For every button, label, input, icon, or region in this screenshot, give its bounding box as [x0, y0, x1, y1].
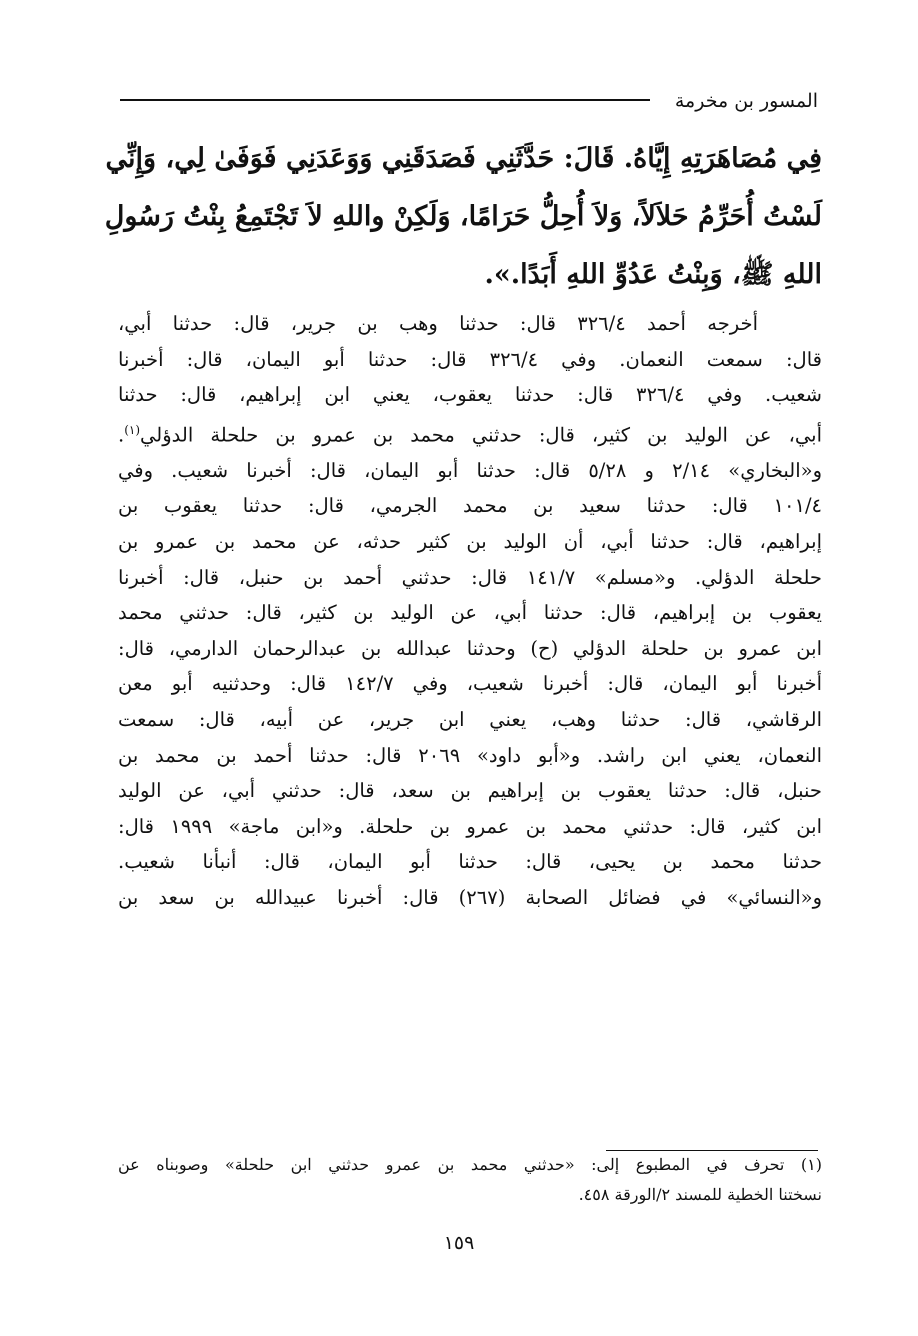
hadith-line: لَسْتُ أُحَرِّمُ حَلاَلاً، وَلاَ أُحِلُّ حَرَامًا، وَلَكِنْ واللهِ لاَ تَجْتَمِعُ بِنْتُ رَسُولِ: [104, 201, 822, 232]
page-number: ١٥٩: [443, 1232, 475, 1254]
body-line: قال: سمعت النعمان. وفي ٣٢٦/٤ قال: حدثنا أبو اليمان، قال: أخبرنا: [118, 347, 822, 371]
body-line-text: أبي، عن الوليد بن كثير، قال: حدثني محمد بن عمرو بن حلحلة الدؤلي: [140, 423, 822, 447]
takhrij-text: [118, 306, 822, 916]
body-line: ١٠١/٤ قال: حدثنا سعيد بن محمد الجرمي، قال: حدثنا يعقوب بن: [118, 494, 822, 518]
body-line: أخرجه أحمد ٣٢٦/٤ قال: حدثنا وهب بن جرير، قال: حدثنا أبي،: [118, 312, 758, 335]
body-line: حنبل، قال: حدثنا يعقوب بن إبراهيم بن سعد، قال: حدثني أبي، عن الوليد: [118, 779, 822, 803]
hadith-line: فِي مُصَاهَرَتِهِ إِيَّاهُ. قَالَ: حَدَّثَنِي فَصَدَقَنِي وَوَعَدَنِي فَوَفَىٰ لِي، وَإِنِّي: [105, 143, 822, 174]
footnote-line: (١) تحرف في المطبوع إلى: «حدثني محمد بن عمرو حدثني ابن حلحلة» وصوبناه عن: [118, 1155, 823, 1174]
body-line: الرقاشي، قال: حدثنا وهب، يعني ابن جرير، عن أبيه، قال: سمعت: [118, 708, 822, 732]
body-line: ابن عمرو بن حلحلة الدؤلي (ح) وحدثنا عبدالله بن عبدالرحمان الدارمي، قال:: [118, 636, 822, 660]
body-line: شعيب. وفي ٣٢٦/٤ قال: حدثنا يعقوب، يعني ابن إبراهيم، قال: حدثنا: [118, 383, 822, 407]
body-line: النعمان، يعني ابن راشد. و«أبو داود» ٢٠٦٩ قال: حدثنا أحمد بن محمد بن: [118, 743, 822, 767]
body-line: أخبرنا أبو اليمان، قال: أخبرنا شعيب، وفي ١٤٢/٧ قال: وحدثنيه أبو معن: [118, 672, 822, 696]
body-line: حلحلة الدؤلي. و«مسلم» ١٤١/٧ قال: حدثني أحمد بن حنبل، قال: أخبرنا: [118, 565, 822, 589]
body-line: يعقوب بن إبراهيم، قال: حدثنا أبي، عن الوليد بن كثير، قال: حدثني محمد: [118, 601, 822, 625]
body-line-end: .: [118, 423, 125, 447]
body-line: حدثنا محمد بن يحيى، قال: حدثنا أبو اليمان، قال: أنبأنا شعيب.: [118, 850, 822, 874]
footnote-line: نسختنا الخطية للمسند ٢/الورقة ٤٥٨.: [578, 1185, 822, 1204]
body-line-with-footnote: [118, 413, 822, 453]
body-line: و«النسائي» في فضائل الصحابة (٢٦٧) قال: أخبرنا عبيدالله بن سعد بن: [118, 886, 822, 909]
hadith-text: [104, 130, 822, 304]
body-line: و«البخاري» ٢/١٤ و ٥/٢٨ قال: حدثنا أبو اليمان، قال: أخبرنا شعيب. وفي: [118, 458, 822, 482]
hadith-line: اللهِ ﷺ، وَبِنْتُ عَدُوِّ اللهِ أَبَدًا.».: [484, 259, 822, 290]
running-header-title: المسور بن مخرمة: [674, 90, 818, 112]
footnote-reference: (١): [124, 422, 141, 437]
header-rule: [120, 99, 650, 101]
running-header: [120, 88, 818, 118]
footnote: [118, 1150, 822, 1210]
body-line: ابن كثير، قال: حدثني محمد بن عمرو بن حلحلة. و«ابن ماجة» ١٩٩٩ قال:: [118, 814, 822, 838]
body-line: إبراهيم، قال: حدثنا أبي، أن الوليد بن كثير حدثه، عن محمد بن عمرو بن: [118, 530, 822, 554]
